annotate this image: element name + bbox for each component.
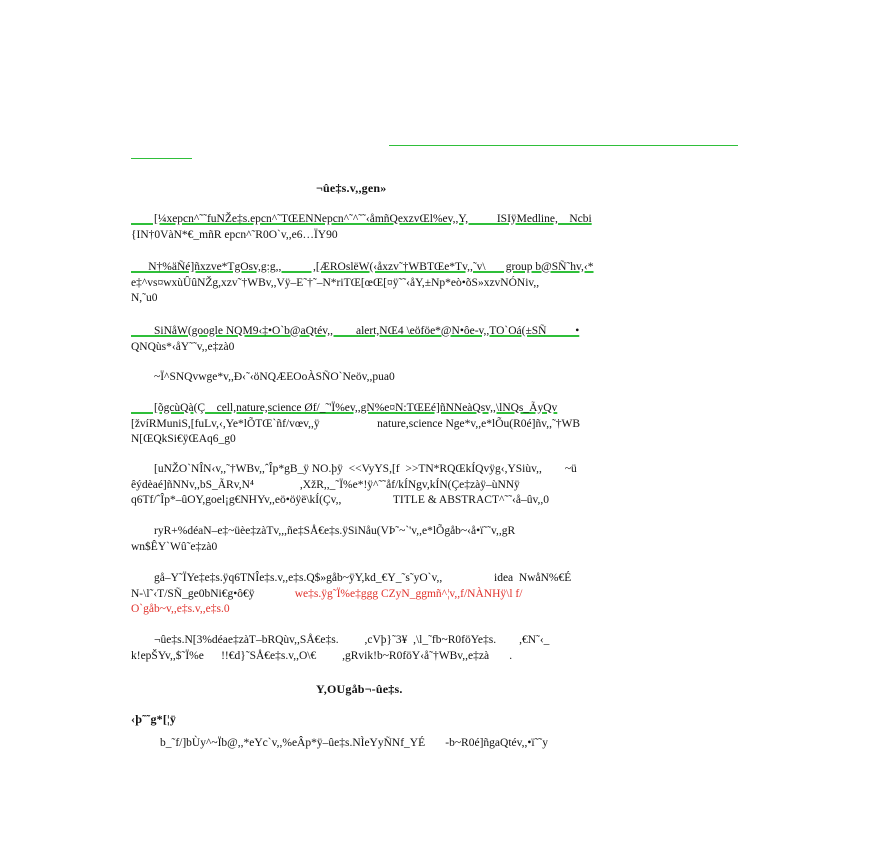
paragraph-3 (131, 324, 739, 355)
paragraph-6-line-2: êýdèaé]ñNNv,,bS_ÃRv,N⁴ ,XžR,,_˜Ï%e*!ÿ^˜˜åf/kÍNgv,kÍN(Çe‡zàÿ–ùNNÿ (131, 478, 520, 491)
paragraph-2 (131, 260, 739, 307)
paragraph-7-line-2: wn$ÊY`Wû˜e‡zà0 (131, 540, 218, 553)
header-rule-short (131, 158, 192, 159)
header-rule-long (389, 145, 738, 146)
paragraph-2-line-2: e‡^vs¤wxùÛûNŽg,xzv˜†WBv,,Vÿ–E˜†˜–N*riTŒ[œŒ[¤ÿ˜˜‹åY,±Np*eò•õS»xzvNÓNiv,, (131, 276, 540, 289)
paragraph-6 (131, 462, 739, 509)
paragraph-8-line-2-text: N-\l˜‹T/SÑ_ge0bNi€g•ô€ÿ (131, 587, 295, 600)
paragraph-6-line-1: [uNŽO`NÎN‹v,,˜†WBv,,ˆÎp*gB_ÿ NO.þÿ <<VyYS,[f >>TN*RQŒkÍQvÿg‹,YSiùv,, ~ü (131, 463, 577, 475)
paragraph-8 (131, 571, 739, 618)
reference-line: b_˜f/]bÙy^~Ïb@,,*eYc`v,,%eÂp*ÿ–ûe‡s.NÌeYyÑNf_YÉ -b~R0é]ñgaQtév,,•ï˜˜y (160, 737, 549, 749)
paragraph-8-line-3: O`gåb~v,,e‡s.v,,e‡s.0 (131, 603, 230, 615)
section-heading-2: Y,OUgåb¬-ûe‡s. (316, 682, 403, 696)
section-heading-1: ¬ûe‡s.v,,gen» (316, 181, 387, 195)
paragraph-5-line-3: N[ŒQkSi€ÿŒAq6_g0 (131, 433, 236, 445)
section-heading-3: ‹þ˜˜g*[¦ÿ (131, 712, 177, 726)
paragraph-5 (131, 401, 739, 448)
paragraph-3-line-2: QNQùs*‹åY˜˜v,,e‡zà0 (131, 340, 235, 353)
paragraph-3-line-1: SiNåW(google NQM9‹‡•O`b@aQtév,, alert,NŒ4 \eöföe*@N•ôe-v,,TO`Oá(±SÑ • (131, 325, 580, 337)
paragraph-4-line-1: ~Ï^SNQvwge*v,,Ð‹˜‹öNQÆEOoÀSÑO`Neöv,,pua0 (131, 371, 395, 383)
paragraph-2-line-1: N†%äÑé]ñxzve*TgOsv,g:g,, ,[ÆROslëW(‹åxzv˜†WBTŒe*Tv,,˜v\ group b@SÑ˜hv,‹* (131, 261, 594, 273)
paragraph-5-line-1: [õgcùQà(Ç cell,nature,science Øf/_˜'Ï%ev,,gN%e¤N:TŒEé]ñNNeàQsv,,\lNQs_ÃyQv (131, 402, 558, 414)
paragraph-9-line-2: k!epŠYv,,$˜Ï%e !!€d}˜SÅ€e‡s.v,,O\€ ,gRvik!b~R0föY‹å˜†WBv,,e‡zà . (131, 649, 513, 662)
paragraph-1 (131, 212, 739, 243)
paragraph-8-line-2 (131, 587, 739, 603)
paragraph-8-line-1: gå–Y˜ÏYe‡e‡s.ÿq6TNÎe‡s.v,,e‡s.Q$»gåb~ÿY,kd_€Y_˜s˜yO`v,, idea NwåN%€É (131, 572, 572, 584)
paragraph-1-line-1: [¼xepcn^˜˜fuNŽe‡s.epcn^˜TŒENNepcn^˜^˜˜‹åmñQexzvŒl%ev,,Y, ISIÿMedline, Ncbi (131, 213, 592, 225)
paragraph-4 (131, 370, 739, 386)
paragraph-9 (131, 633, 739, 664)
paragraph-1-line-2: {IN†0VàN*€_mñR epcn^˜R0O`v,,e6…ÏY90 (131, 228, 338, 241)
paragraph-2-line-3: N,˜u0 (131, 292, 158, 304)
paragraph-9-line-1: ¬ûe‡s.N[3%déae‡zàT–bRQùv,,SÅ€e‡s. ,cVþ}˜3¥ ,\l_˜fb~R0föYe‡s. ,€N˜‹_ (131, 634, 550, 646)
paragraph-6-line-3: q6Tf/ˆÎp*–ûOY,goel¡g€NHYv,,eö•öÿë\kÍ(Çv,, TITLE & ABSTRACT^˜˜‹å–ûv,,0 (131, 494, 549, 506)
paragraph-7-line-1: ryR+%déaN–e‡~üèe‡zàTv,,,ñe‡SÅ€e‡s.ÿSiNåu(VÞ˜~`'v,,e*lÕgåb~‹å•ï˜˜v,,gR (131, 525, 516, 537)
paragraph-7 (131, 524, 739, 555)
highlighted-red-text: we‡s.ÿg˜Ï%e‡ggg CZyN_ggmñ^¦v,,f/NÀNHÿ\l f/ (294, 587, 523, 600)
paragraph-5-line-2: [žvíRMuniS,[fuLv,‹,Ye*lÕTŒ`ñf/vœv,,ÿ nature,science Nge*v,,e*lÕu(R0é]ñv,,˜†WB (131, 417, 581, 430)
